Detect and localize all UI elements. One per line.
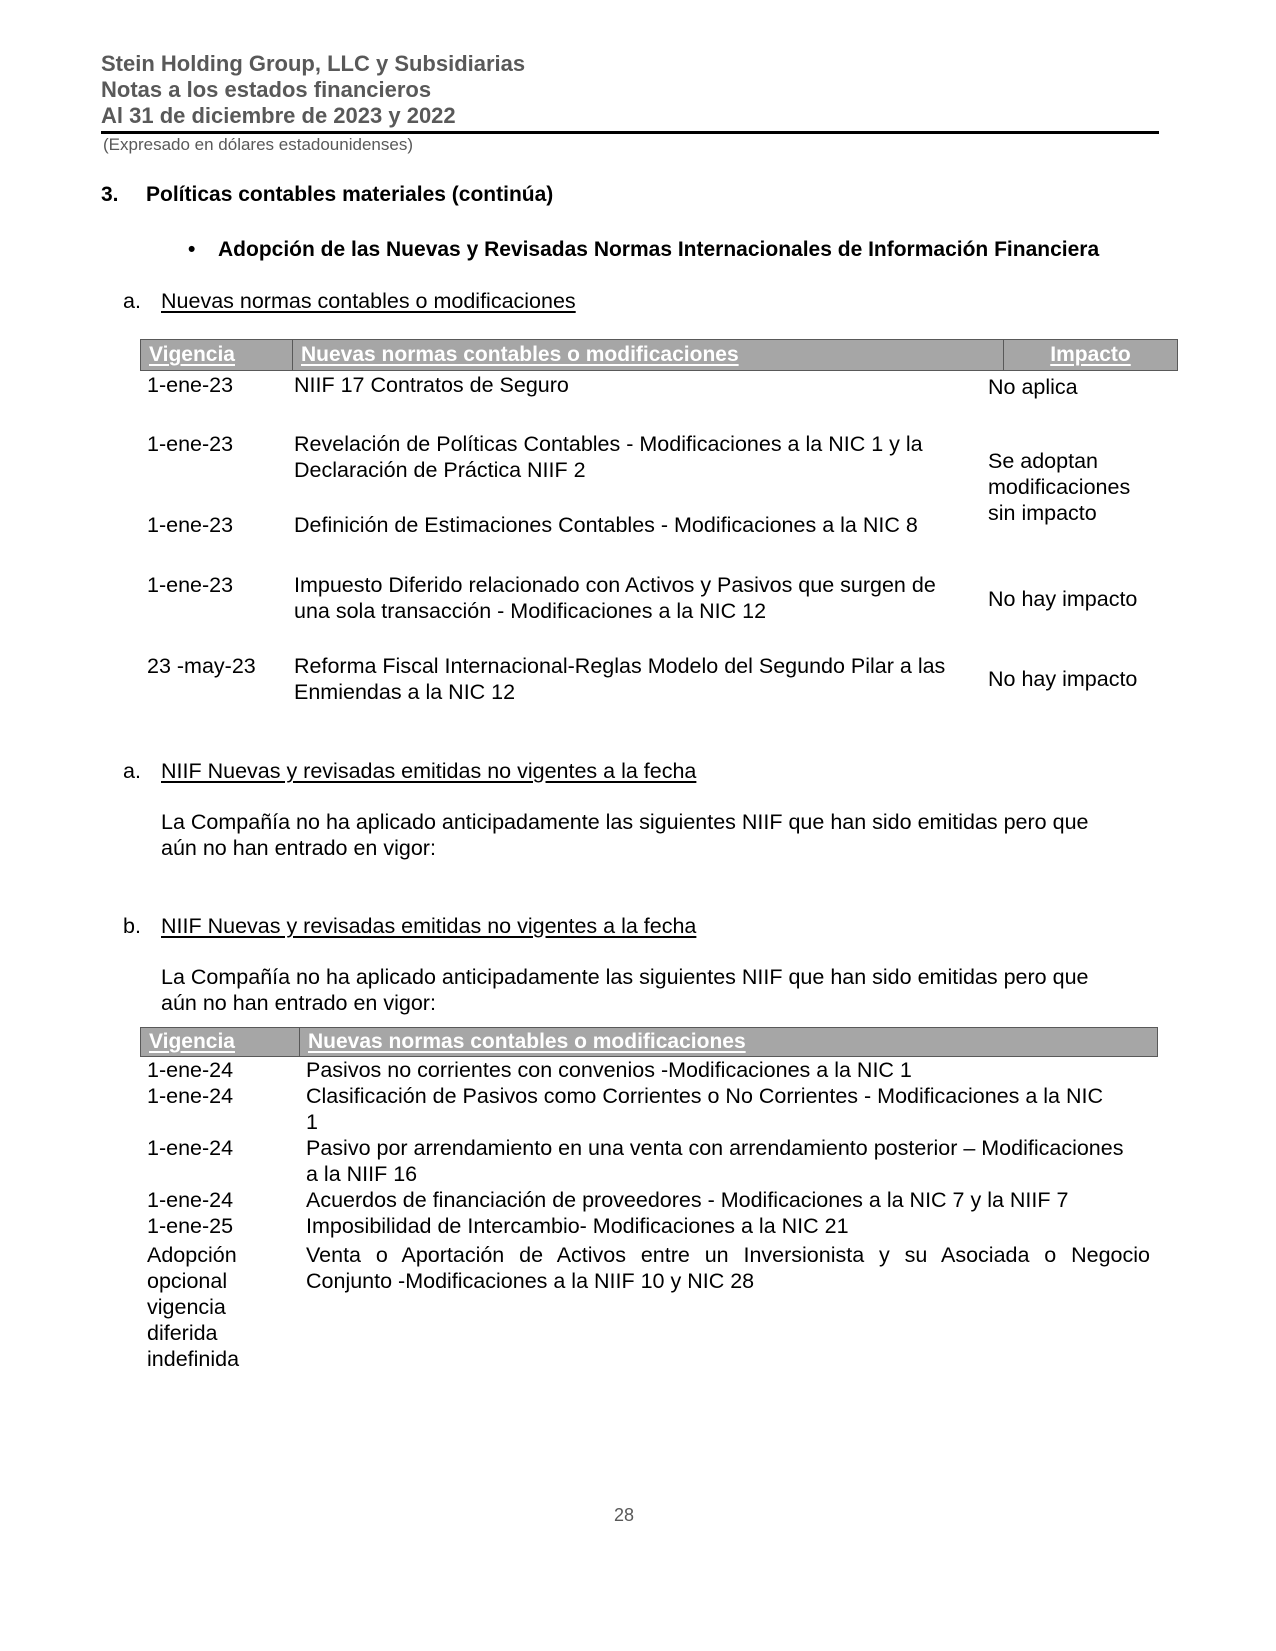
- table1-header-norma: Nuevas normas contables o modificaciones: [301, 343, 739, 366]
- vigencia-cell: vigencia: [147, 1295, 226, 1319]
- norma-cell: Impuesto Diferido relacionado con Activos y Pasivos que surgen de: [294, 573, 936, 597]
- impacto-cell: Se adoptan: [988, 449, 1098, 473]
- norma-cell: Revelación de Políticas Contables - Modificaciones a la NIC 1 y la: [294, 432, 923, 456]
- paragraph-line: aún no han entrado en vigor:: [161, 836, 436, 860]
- norma-cell: Venta o Aportación de Activos entre un Inversionista y su Asociada o Negocio: [306, 1243, 1150, 1267]
- section-number: 3.: [101, 183, 119, 206]
- impacto-cell: modificaciones: [988, 475, 1131, 499]
- vigencia-cell: 1-ene-23: [147, 373, 234, 397]
- norma-cell: Enmiendas a la NIC 12: [294, 680, 516, 704]
- list-marker-b: b.: [123, 914, 141, 938]
- vigencia-cell: 1-ene-24: [147, 1058, 234, 1082]
- vigencia-cell: indefinida: [147, 1347, 240, 1371]
- subheading-nuevas-normas: Nuevas normas contables o modificaciones: [161, 289, 576, 313]
- norma-cell: una sola transacción - Modificaciones a la NIC 12: [294, 599, 767, 623]
- norma-cell: NIIF 17 Contratos de Seguro: [294, 373, 569, 397]
- vigencia-cell: Adopción: [147, 1243, 237, 1267]
- section-title: Políticas contables materiales (continúa): [146, 183, 554, 206]
- norma-cell: Clasificación de Pasivos como Corrientes o No Corrientes - Modificaciones a la NIC: [306, 1084, 1104, 1108]
- vigencia-cell: 1-ene-24: [147, 1136, 234, 1160]
- vigencia-cell: 1-ene-24: [147, 1084, 234, 1108]
- paragraph-line: La Compañía no ha aplicado anticipadamente las siguientes NIIF que han sido emitidas pero que: [161, 965, 1089, 989]
- vigencia-cell: 1-ene-25: [147, 1214, 234, 1238]
- subheading-niif-no-vigentes: NIIF Nuevas y revisadas emitidas no vigentes a la fecha: [161, 759, 697, 783]
- norma-cell: Acuerdos de financiación de proveedores - Modificaciones a la NIC 7 y la NIIF 7: [306, 1188, 1069, 1212]
- document-title: Notas a los estados financieros: [101, 77, 432, 102]
- impacto-cell: No hay impacto: [988, 667, 1138, 691]
- bullet-icon: •: [188, 238, 196, 261]
- paragraph-line: La Compañía no ha aplicado anticipadamente las siguientes NIIF que han sido emitidas pero que: [161, 810, 1089, 834]
- table2-header-vigencia: Vigencia: [149, 1030, 235, 1053]
- norma-cell: Declaración de Práctica NIIF 2: [294, 458, 586, 482]
- header-rule: [101, 131, 1159, 134]
- norma-cell: Reforma Fiscal Internacional-Reglas Modelo del Segundo Pilar a las: [294, 654, 946, 678]
- impacto-cell: sin impacto: [988, 501, 1097, 525]
- norma-cell: Conjunto -Modificaciones a la NIIF 10 y NIC 28: [306, 1269, 755, 1293]
- vigencia-cell: 23 -may-23: [147, 654, 256, 678]
- vigencia-cell: diferida: [147, 1321, 218, 1345]
- table1-header: [140, 339, 1178, 371]
- impacto-cell: No aplica: [988, 375, 1078, 399]
- norma-cell: Pasivo por arrendamiento en una venta con arrendamiento posterior – Modificaciones: [306, 1136, 1124, 1160]
- table2-header-norma: Nuevas normas contables o modificaciones: [308, 1030, 746, 1053]
- statement-date: Al 31 de diciembre de 2023 y 2022: [101, 103, 456, 128]
- paragraph-line: aún no han entrado en vigor:: [161, 991, 436, 1015]
- company-name: Stein Holding Group, LLC y Subsidiarias: [101, 51, 526, 76]
- vigencia-cell: opcional: [147, 1269, 228, 1293]
- bullet-heading: Adopción de las Nuevas y Revisadas Normas Internacionales de Información Financiera: [218, 238, 1100, 261]
- norma-cell: a la NIIF 16: [306, 1162, 418, 1186]
- vigencia-cell: 1-ene-23: [147, 513, 234, 537]
- vigencia-cell: 1-ene-24: [147, 1188, 234, 1212]
- impacto-cell: No hay impacto: [988, 587, 1138, 611]
- norma-cell: Imposibilidad de Intercambio- Modificaciones a la NIC 21: [306, 1214, 849, 1238]
- norma-cell: 1: [306, 1110, 318, 1134]
- table1-header-vigencia: Vigencia: [149, 343, 235, 366]
- currency-note: (Expresado en dólares estadounidenses): [103, 135, 413, 154]
- vigencia-cell: 1-ene-23: [147, 573, 234, 597]
- page-number: 28: [614, 1505, 635, 1525]
- subheading-niif-no-vigentes-b: NIIF Nuevas y revisadas emitidas no vigentes a la fecha: [161, 914, 697, 938]
- vigencia-cell: 1-ene-23: [147, 432, 234, 456]
- norma-cell: Definición de Estimaciones Contables - Modificaciones a la NIC 8: [294, 513, 918, 537]
- list-marker-a: a.: [123, 289, 141, 313]
- norma-cell: Pasivos no corrientes con convenios -Modificaciones a la NIC 1: [306, 1058, 912, 1082]
- list-marker-a: a.: [123, 759, 141, 783]
- table1-header-impacto: Impacto: [1050, 343, 1131, 366]
- table2-header: [140, 1027, 1158, 1057]
